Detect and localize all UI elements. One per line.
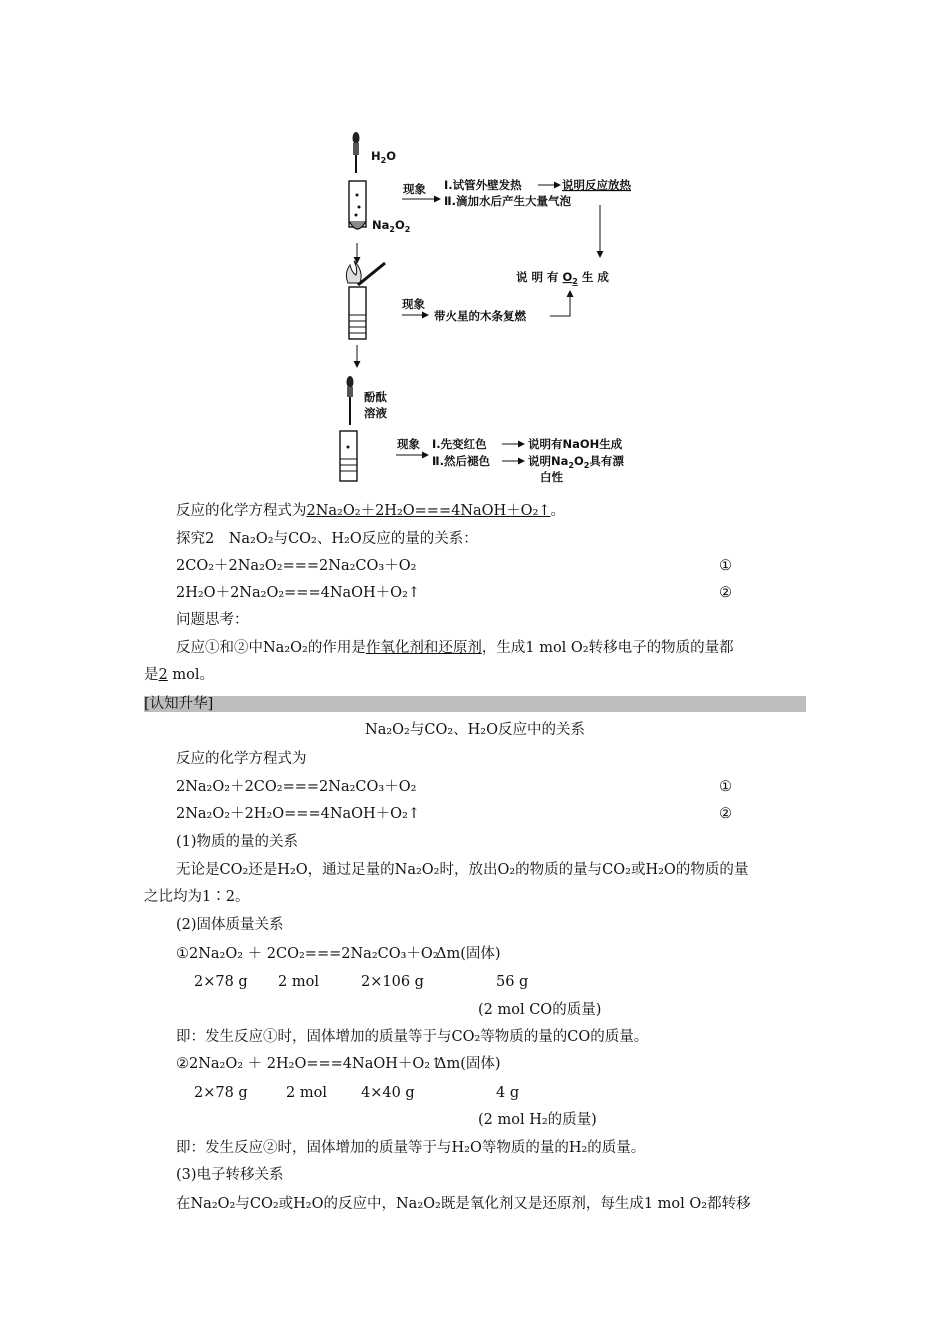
paragraph: 之比均为1∶2。 [144, 889, 250, 905]
phenol-label-1: 酚酞 [364, 390, 387, 404]
phenomenon-label-3: 现象 [397, 437, 420, 451]
dropper-icon [353, 132, 360, 173]
question-heading: 问题思考： [176, 612, 249, 628]
equation-2: 2H₂O＋2Na₂O₂===4NaOH＋O₂↑ ② [176, 585, 732, 601]
diagram-row3-ii-result: 说明$Na_2O_2$具有漂 [528, 454, 624, 470]
experiment-diagram [330, 125, 650, 495]
section-title: Na₂O₂与CO₂、H₂O反应中的关系 [365, 722, 585, 738]
diagram-row3-ii-result-2: 白性 [540, 470, 563, 484]
equation-1: 2Na₂O₂＋2CO₂===2Na₂CO₃＋O₂ ① [176, 779, 732, 795]
diagram-row3-i: Ⅰ.先变红色 [432, 437, 487, 451]
dropper-icon [347, 376, 354, 425]
equation-1: 2CO₂＋2Na₂O₂===2Na₂CO₃＋O₂ ① [176, 558, 732, 574]
subheading-3: (3)电子转移关系 [176, 1167, 284, 1183]
paragraph: 即：发生反应①时，固体增加的质量等于与CO₂等物质的量的CO的质量。 [176, 1029, 649, 1045]
phenol-label-2: 溶液 [364, 406, 387, 420]
subheading-1: (1)物质的量的关系 [176, 834, 299, 850]
phenomenon-label-1: 现象 [403, 182, 426, 196]
diagram-row1-ii: Ⅱ.滴加水后产生大量气泡 [444, 194, 571, 208]
mass-values-2: 2×78 g 2 mol 4×40 g 4 g [194, 1085, 520, 1101]
subheading-2: (2)固体质量关系 [176, 917, 284, 933]
diagram-row1-result: 说明反应放热 [562, 178, 631, 192]
explore-2-heading: 探究2 Na₂O₂与CO₂、H₂O反应的量的关系： [176, 531, 478, 547]
paragraph: 在Na₂O₂与CO₂或H₂O的反应中，Na₂O₂既是氧化剂又是还原剂，每生成1 mol O₂都转移 [176, 1196, 751, 1212]
na2o2-label: $Na_2O_2$ [372, 218, 411, 234]
diagram-row2: 带火星的木条复燃 [434, 309, 526, 323]
question-answer-line-1: 反应①和②中Na₂O₂的作用是作氧化剂和还原剂，生成1 mol O₂转移电子的物质的量都 [176, 640, 734, 656]
test-tube-icon [349, 181, 366, 229]
question-answer-line-2: 是2 mol。 [144, 667, 214, 683]
test-tube-icon [349, 287, 366, 339]
equation-2: 2Na₂O₂＋2H₂O===4NaOH＋O₂↑ ② [176, 806, 732, 822]
diagram-row1-i: Ⅰ.试管外壁发热 [444, 178, 522, 192]
section-bar: [认知升华] [144, 696, 806, 712]
diagram-row3-i-result: 说明有NaOH生成 [528, 437, 623, 451]
diagram-row3-ii: Ⅱ.然后褪色 [432, 454, 490, 468]
mass-values-1: 2×78 g 2 mol 2×106 g 56 g [194, 974, 529, 990]
mass-equation-2: ②2Na₂O₂ ＋ 2H₂O===4NaOH＋O₂↑ Δm(固体) [176, 1056, 501, 1072]
paragraph: 即：发生反应②时，固体增加的质量等于与H₂O等物质的量的H₂的质量。 [176, 1140, 646, 1156]
test-tube-icon [340, 431, 357, 481]
paragraph: 无论是CO₂还是H₂O，通过足量的Na₂O₂时，放出O₂的物质的量与CO₂或H₂O的物质的量 [176, 862, 749, 878]
mass-note-2: (2 mol H₂的质量) [478, 1112, 597, 1128]
o2-conclusion: 说 明 有 $O_2$ 生 成 [516, 270, 609, 286]
paragraph: 反应的化学方程式为 [176, 751, 307, 767]
mass-note-1: (2 mol CO的质量) [478, 1002, 602, 1018]
phenomenon-label-2: 现象 [402, 297, 425, 311]
mass-equation-1: ①2Na₂O₂ ＋ 2CO₂===2Na₂CO₃＋O₂ Δm(固体) [176, 946, 501, 962]
h2o-label: $H_2O$ [371, 149, 396, 165]
splint-icon [346, 261, 385, 285]
equation-line: 反应的化学方程式为2Na₂O₂＋2H₂O===4NaOH＋O₂↑。 [176, 503, 566, 519]
